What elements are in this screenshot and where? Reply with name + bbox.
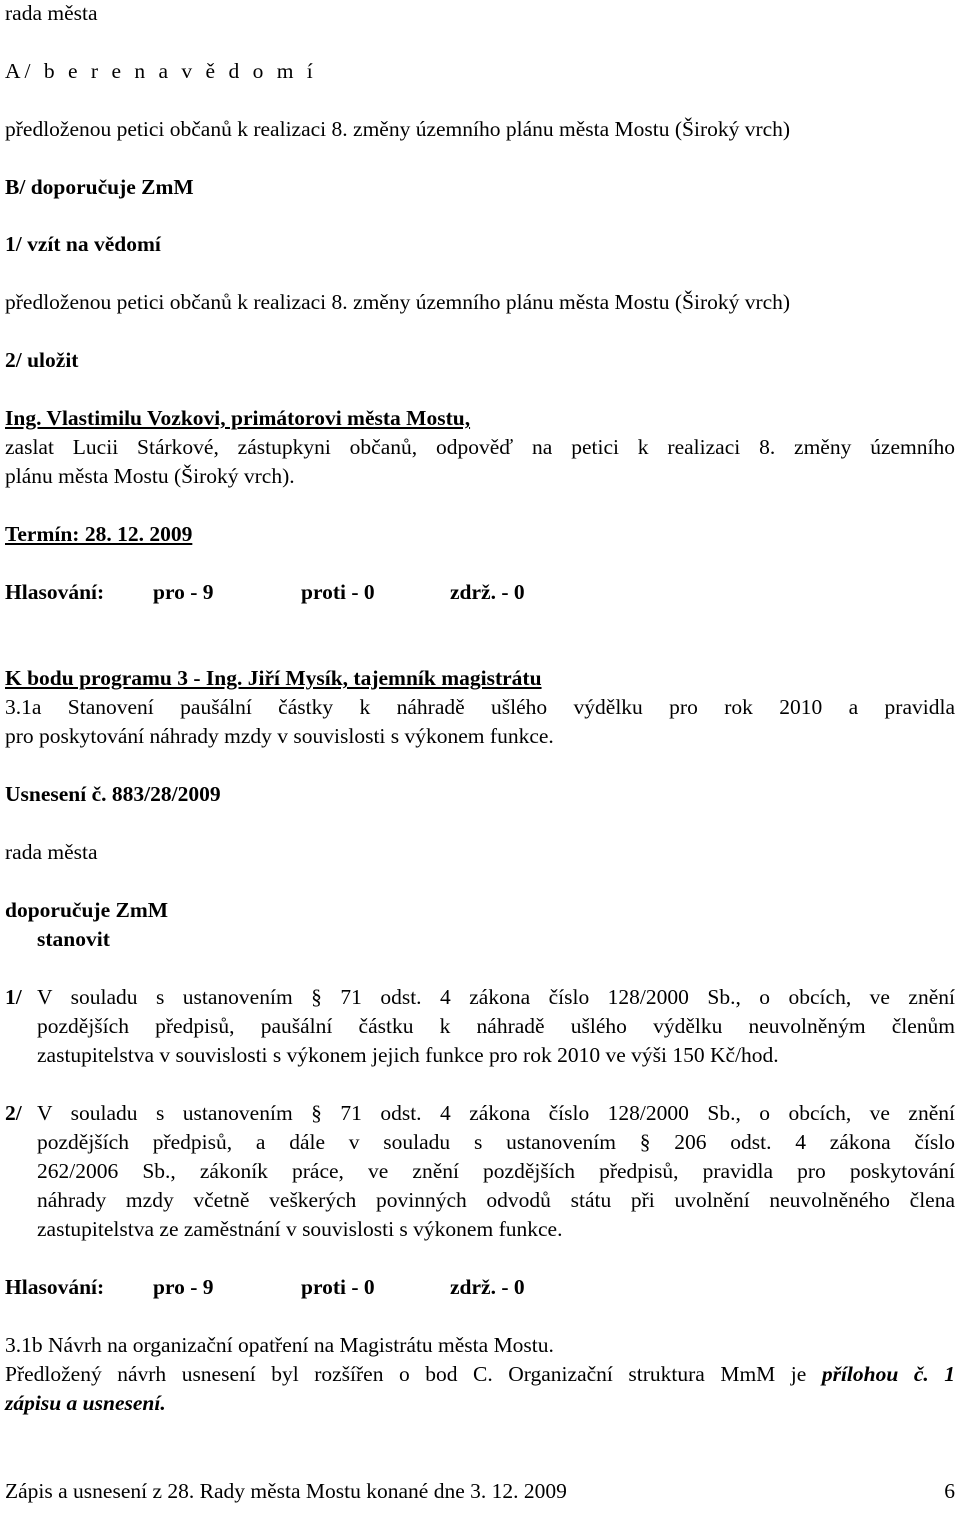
- point-2-line-1: V souladu s ustanovením § 71 odst. 4 zákona číslo 128/2000 Sb., o obcích, ve znění: [37, 1101, 955, 1125]
- item-3-1a-line-2: pro poskytování náhrady mzdy v souvislosti s výkonem funkce.: [5, 724, 554, 748]
- point-2-line-3: 262/2006 Sb., zákoník práce, ve znění pozdějších předpisů, pravidla pro poskytování: [37, 1159, 955, 1183]
- agenda-item-heading: K bodu programu 3 - Ing. Jiří Mysík, tajemník magistrátu: [5, 666, 542, 690]
- section-b-recommends: B/ doporučuje ZmM: [5, 175, 194, 199]
- vote-zdrz: zdrž. - 0: [450, 580, 525, 604]
- task-line-2: plánu města Mostu (Široký vrch).: [5, 464, 295, 488]
- point-1-line-1: V souladu s ustanovením § 71 odst. 4 zákona číslo 128/2000 Sb., o obcích, ve znění: [37, 985, 955, 1009]
- point-2-line-5: zastupitelstva ze zaměstnání v souvislosti s výkonem funkce.: [37, 1217, 563, 1241]
- attachment-ref: přílohou č. 1: [821, 1362, 955, 1386]
- point-2-line-2: pozdějších předpisů, a dále v souladu s ustanovením § 206 odst. 4 zákona číslo: [37, 1130, 955, 1154]
- task-line-1: zaslat Lucii Stárkové, zástupkyni občanů, odpověď na petici k realizaci 8. změny územního: [5, 435, 955, 459]
- page-number: 6: [944, 1479, 955, 1503]
- section-a-takes-note: A/ b e r e n a v ě d o m í: [5, 59, 317, 83]
- note-text: Předložený návrh usnesení byl rozšířen o bod C. Organizační struktura MmM je: [5, 1362, 822, 1386]
- recommends-heading: doporučuje ZmM: [5, 898, 169, 922]
- vote-proti: proti - 0: [301, 1275, 375, 1299]
- set-heading: stanovit: [37, 927, 110, 951]
- vote-zdrz: zdrž. - 0: [450, 1275, 525, 1299]
- petition-text-2: předloženou petici občanů k realizaci 8. změny územního plánu města Mostu (Široký vrch): [5, 290, 791, 314]
- note-line-2: zápisu a usnesení.: [5, 1391, 166, 1415]
- footer-text: Zápis a usnesení z 28. Rady města Mostu konané dne 3. 12. 2009: [5, 1479, 567, 1503]
- vote-result-2: [5, 1274, 705, 1300]
- vote-result: [5, 579, 705, 605]
- item-3-1a-line-1: 3.1a Stanovení paušální částky k náhradě ušlého výdělku pro rok 2010 a pravidla: [5, 695, 955, 719]
- note-line-1: [5, 1361, 955, 1387]
- item-order: 2/ uložit: [5, 348, 79, 372]
- vote-proti: proti - 0: [301, 580, 375, 604]
- addressee: Ing. Vlastimilu Vozkovi, primátorovi města Mostu,: [5, 406, 471, 430]
- petition-text: předloženou petici občanů k realizaci 8. změny územního plánu města Mostu (Široký vrch): [5, 117, 791, 141]
- resolution-number: Usnesení č. 883/28/2009: [5, 782, 221, 806]
- vote-pro: pro - 9: [153, 580, 214, 604]
- page-footer: [5, 1478, 955, 1504]
- deadline: Termín: 28. 12. 2009: [5, 522, 193, 546]
- point-1-line-2: pozdějších předpisů, paušální částku k náhradě ušlého výdělku neuvolněným členům: [37, 1014, 955, 1038]
- vote-label: Hlasování:: [5, 1275, 105, 1299]
- item-take-note: 1/ vzít na vědomí: [5, 232, 161, 256]
- council-heading-2: rada města: [5, 840, 98, 864]
- point-2-line-4: náhrady mzdy včetně veškerých povinných odvodů státu při uvolnění neuvolněného člena: [37, 1188, 955, 1212]
- vote-pro: pro - 9: [153, 1275, 214, 1299]
- council-heading: rada města: [5, 1, 98, 25]
- item-3-1b: 3.1b Návrh na organizační opatření na Magistrátu města Mostu.: [5, 1333, 554, 1357]
- point-1-number: 1/: [5, 985, 22, 1009]
- vote-label: Hlasování:: [5, 580, 105, 604]
- point-2-number: 2/: [5, 1101, 22, 1125]
- point-1-line-3: zastupitelstva v souvislosti s výkonem jejich funkce pro rok 2010 ve výši 150 Kč/hod.: [37, 1043, 779, 1067]
